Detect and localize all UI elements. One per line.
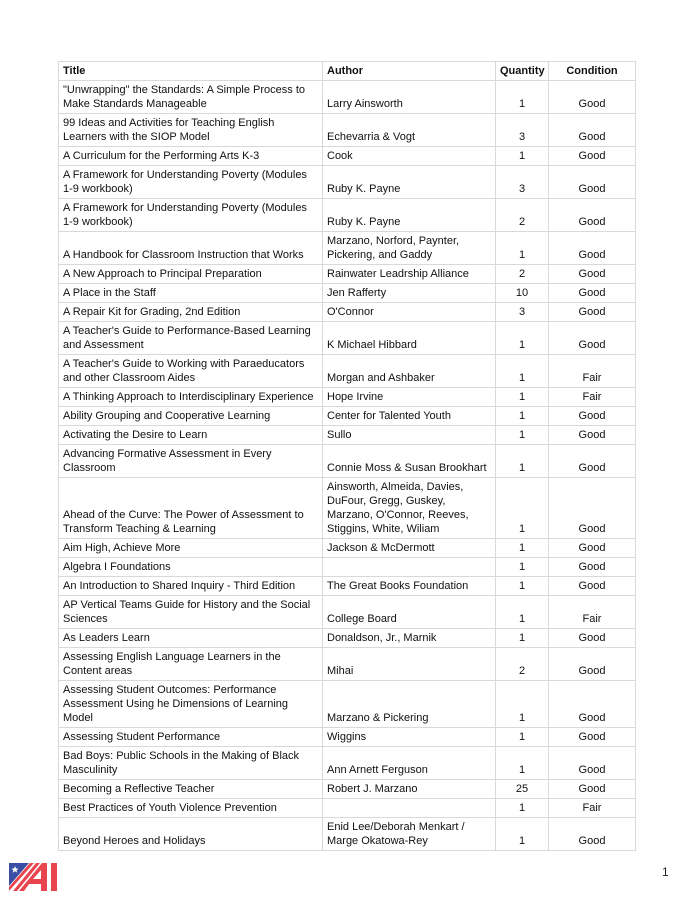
table-row <box>59 780 636 799</box>
cell-author: Marzano, Norford, Paynter, Pickering, and Gaddy <box>323 232 496 265</box>
cell-condition: Good <box>549 166 636 199</box>
cell-title: Algebra I Foundations <box>59 558 323 577</box>
cell-condition: Good <box>549 407 636 426</box>
cell-quantity: 1 <box>496 81 549 114</box>
table-row <box>59 147 636 166</box>
table-row <box>59 818 636 851</box>
cell-quantity: 3 <box>496 303 549 322</box>
cell-author: Enid Lee/Deborah Menkart / Marge Okatowa-Rey <box>323 818 496 851</box>
cell-title: A Place in the Staff <box>59 284 323 303</box>
table-row <box>59 629 636 648</box>
cell-condition: Good <box>549 199 636 232</box>
cell-title: Ability Grouping and Cooperative Learning <box>59 407 323 426</box>
cell-author: Sullo <box>323 426 496 445</box>
table-row <box>59 284 636 303</box>
cell-title: Activating the Desire to Learn <box>59 426 323 445</box>
cell-condition: Good <box>549 478 636 539</box>
cell-quantity: 1 <box>496 445 549 478</box>
table-row <box>59 355 636 388</box>
cell-title: Beyond Heroes and Holidays <box>59 818 323 851</box>
cell-quantity: 1 <box>496 388 549 407</box>
cell-title: A New Approach to Principal Preparation <box>59 265 323 284</box>
cell-title: Assessing English Language Learners in the Content areas <box>59 648 323 681</box>
table-row <box>59 114 636 147</box>
cell-author <box>323 799 496 818</box>
cell-author: O'Connor <box>323 303 496 322</box>
cell-condition: Good <box>549 648 636 681</box>
cell-author: The Great Books Foundation <box>323 577 496 596</box>
cell-title: A Teacher's Guide to Working with Paraeducators and other Classroom Aides <box>59 355 323 388</box>
cell-condition: Good <box>549 747 636 780</box>
cell-condition: Good <box>549 445 636 478</box>
cell-condition: Good <box>549 265 636 284</box>
cell-author: Wiggins <box>323 728 496 747</box>
table-row <box>59 166 636 199</box>
cell-author: Ruby K. Payne <box>323 166 496 199</box>
cell-author: Mihai <box>323 648 496 681</box>
cell-quantity: 3 <box>496 166 549 199</box>
cell-author: Center for Talented Youth <box>323 407 496 426</box>
cell-quantity: 1 <box>496 232 549 265</box>
cell-quantity: 1 <box>496 681 549 728</box>
cell-condition: Good <box>549 629 636 648</box>
header-author: Author <box>323 62 496 81</box>
cell-title: "Unwrapping" the Standards: A Simple Process to Make Standards Manageable <box>59 81 323 114</box>
cell-author: Ainsworth, Almeida, Davies, DuFour, Gregg, Guskey, Marzano, O'Connor, Reeves, Stiggins, White, Wiliam <box>323 478 496 539</box>
cell-title: Ahead of the Curve: The Power of Assessment to Transform Teaching & Learning <box>59 478 323 539</box>
cell-condition: Good <box>549 681 636 728</box>
cell-quantity: 1 <box>496 577 549 596</box>
cell-condition: Good <box>549 426 636 445</box>
table-row <box>59 232 636 265</box>
cell-condition: Good <box>549 818 636 851</box>
table-row <box>59 648 636 681</box>
cell-author: Morgan and Ashbaker <box>323 355 496 388</box>
cell-quantity: 1 <box>496 596 549 629</box>
cell-condition: Fair <box>549 355 636 388</box>
table-row <box>59 728 636 747</box>
cell-author: Jackson & McDermott <box>323 539 496 558</box>
cell-quantity: 1 <box>496 478 549 539</box>
table-row <box>59 199 636 232</box>
cell-author: K Michael Hibbard <box>323 322 496 355</box>
flag-ai-logo-icon <box>9 858 61 891</box>
cell-quantity: 2 <box>496 265 549 284</box>
cell-title: Bad Boys: Public Schools in the Making of Black Masculinity <box>59 747 323 780</box>
cell-title: An Introduction to Shared Inquiry - Third Edition <box>59 577 323 596</box>
cell-title: A Repair Kit for Grading, 2nd Edition <box>59 303 323 322</box>
cell-title: Becoming a Reflective Teacher <box>59 780 323 799</box>
table-row <box>59 445 636 478</box>
cell-quantity: 1 <box>496 147 549 166</box>
cell-title: Advancing Formative Assessment in Every Classroom <box>59 445 323 478</box>
cell-title: A Teacher's Guide to Performance-Based Learning and Assessment <box>59 322 323 355</box>
cell-author: Rainwater Leadrship Alliance <box>323 265 496 284</box>
table-row <box>59 322 636 355</box>
cell-author: Hope Irvine <box>323 388 496 407</box>
cell-quantity: 1 <box>496 818 549 851</box>
cell-title: As Leaders Learn <box>59 629 323 648</box>
cell-quantity: 1 <box>496 728 549 747</box>
cell-title: A Curriculum for the Performing Arts K-3 <box>59 147 323 166</box>
cell-quantity: 1 <box>496 322 549 355</box>
cell-title: Assessing Student Outcomes: Performance Assessment Using he Dimensions of Learning Model <box>59 681 323 728</box>
cell-quantity: 10 <box>496 284 549 303</box>
table-row <box>59 478 636 539</box>
cell-condition: Good <box>549 577 636 596</box>
cell-condition: Good <box>549 114 636 147</box>
cell-quantity: 1 <box>496 426 549 445</box>
cell-author: Connie Moss & Susan Brookhart <box>323 445 496 478</box>
cell-title: A Handbook for Classroom Instruction that Works <box>59 232 323 265</box>
cell-condition: Fair <box>549 596 636 629</box>
cell-author: Echevarria & Vogt <box>323 114 496 147</box>
cell-condition: Good <box>549 232 636 265</box>
cell-title: Aim High, Achieve More <box>59 539 323 558</box>
cell-author: Ruby K. Payne <box>323 199 496 232</box>
cell-condition: Good <box>549 147 636 166</box>
cell-quantity: 1 <box>496 799 549 818</box>
cell-quantity: 25 <box>496 780 549 799</box>
header-condition: Condition <box>549 62 636 81</box>
table-row <box>59 265 636 284</box>
cell-author <box>323 558 496 577</box>
cell-author: Donaldson, Jr., Marnik <box>323 629 496 648</box>
table-row <box>59 303 636 322</box>
cell-title: Assessing Student Performance <box>59 728 323 747</box>
cell-condition: Fair <box>549 799 636 818</box>
table-row <box>59 799 636 818</box>
cell-quantity: 3 <box>496 114 549 147</box>
table-row <box>59 407 636 426</box>
table-row <box>59 558 636 577</box>
page-number: 1 <box>662 865 669 879</box>
cell-title: AP Vertical Teams Guide for History and the Social Sciences <box>59 596 323 629</box>
inventory-table <box>58 61 636 851</box>
cell-author: Ann Arnett Ferguson <box>323 747 496 780</box>
cell-quantity: 2 <box>496 199 549 232</box>
cell-condition: Good <box>549 284 636 303</box>
cell-quantity: 2 <box>496 648 549 681</box>
cell-title: A Thinking Approach to Interdisciplinary Experience <box>59 388 323 407</box>
cell-author: Jen Rafferty <box>323 284 496 303</box>
cell-title: A Framework for Understanding Poverty (Modules 1-9 workbook) <box>59 199 323 232</box>
cell-title: Best Practices of Youth Violence Prevention <box>59 799 323 818</box>
table-row <box>59 81 636 114</box>
cell-author: Cook <box>323 147 496 166</box>
cell-quantity: 1 <box>496 539 549 558</box>
header-quantity: Quantity <box>496 62 549 81</box>
cell-condition: Good <box>549 780 636 799</box>
cell-quantity: 1 <box>496 558 549 577</box>
cell-condition: Good <box>549 303 636 322</box>
cell-condition: Good <box>549 558 636 577</box>
cell-title: 99 Ideas and Activities for Teaching English Learners with the SIOP Model <box>59 114 323 147</box>
cell-author: College Board <box>323 596 496 629</box>
cell-author: Larry Ainsworth <box>323 81 496 114</box>
cell-title: A Framework for Understanding Poverty (Modules 1-9 workbook) <box>59 166 323 199</box>
table-row <box>59 681 636 728</box>
cell-author: Robert J. Marzano <box>323 780 496 799</box>
table-row <box>59 577 636 596</box>
cell-quantity: 1 <box>496 629 549 648</box>
cell-condition: Good <box>549 539 636 558</box>
cell-condition: Good <box>549 81 636 114</box>
table-row <box>59 426 636 445</box>
cell-quantity: 1 <box>496 747 549 780</box>
cell-condition: Fair <box>549 388 636 407</box>
table-header-row <box>59 62 636 81</box>
cell-author: Marzano & Pickering <box>323 681 496 728</box>
table-body <box>59 81 636 851</box>
header-title: Title <box>59 62 323 81</box>
cell-quantity: 1 <box>496 355 549 388</box>
table-row <box>59 539 636 558</box>
table-row <box>59 388 636 407</box>
cell-condition: Good <box>549 728 636 747</box>
table-row <box>59 747 636 780</box>
table-row <box>59 596 636 629</box>
cell-quantity: 1 <box>496 407 549 426</box>
cell-condition: Good <box>549 322 636 355</box>
